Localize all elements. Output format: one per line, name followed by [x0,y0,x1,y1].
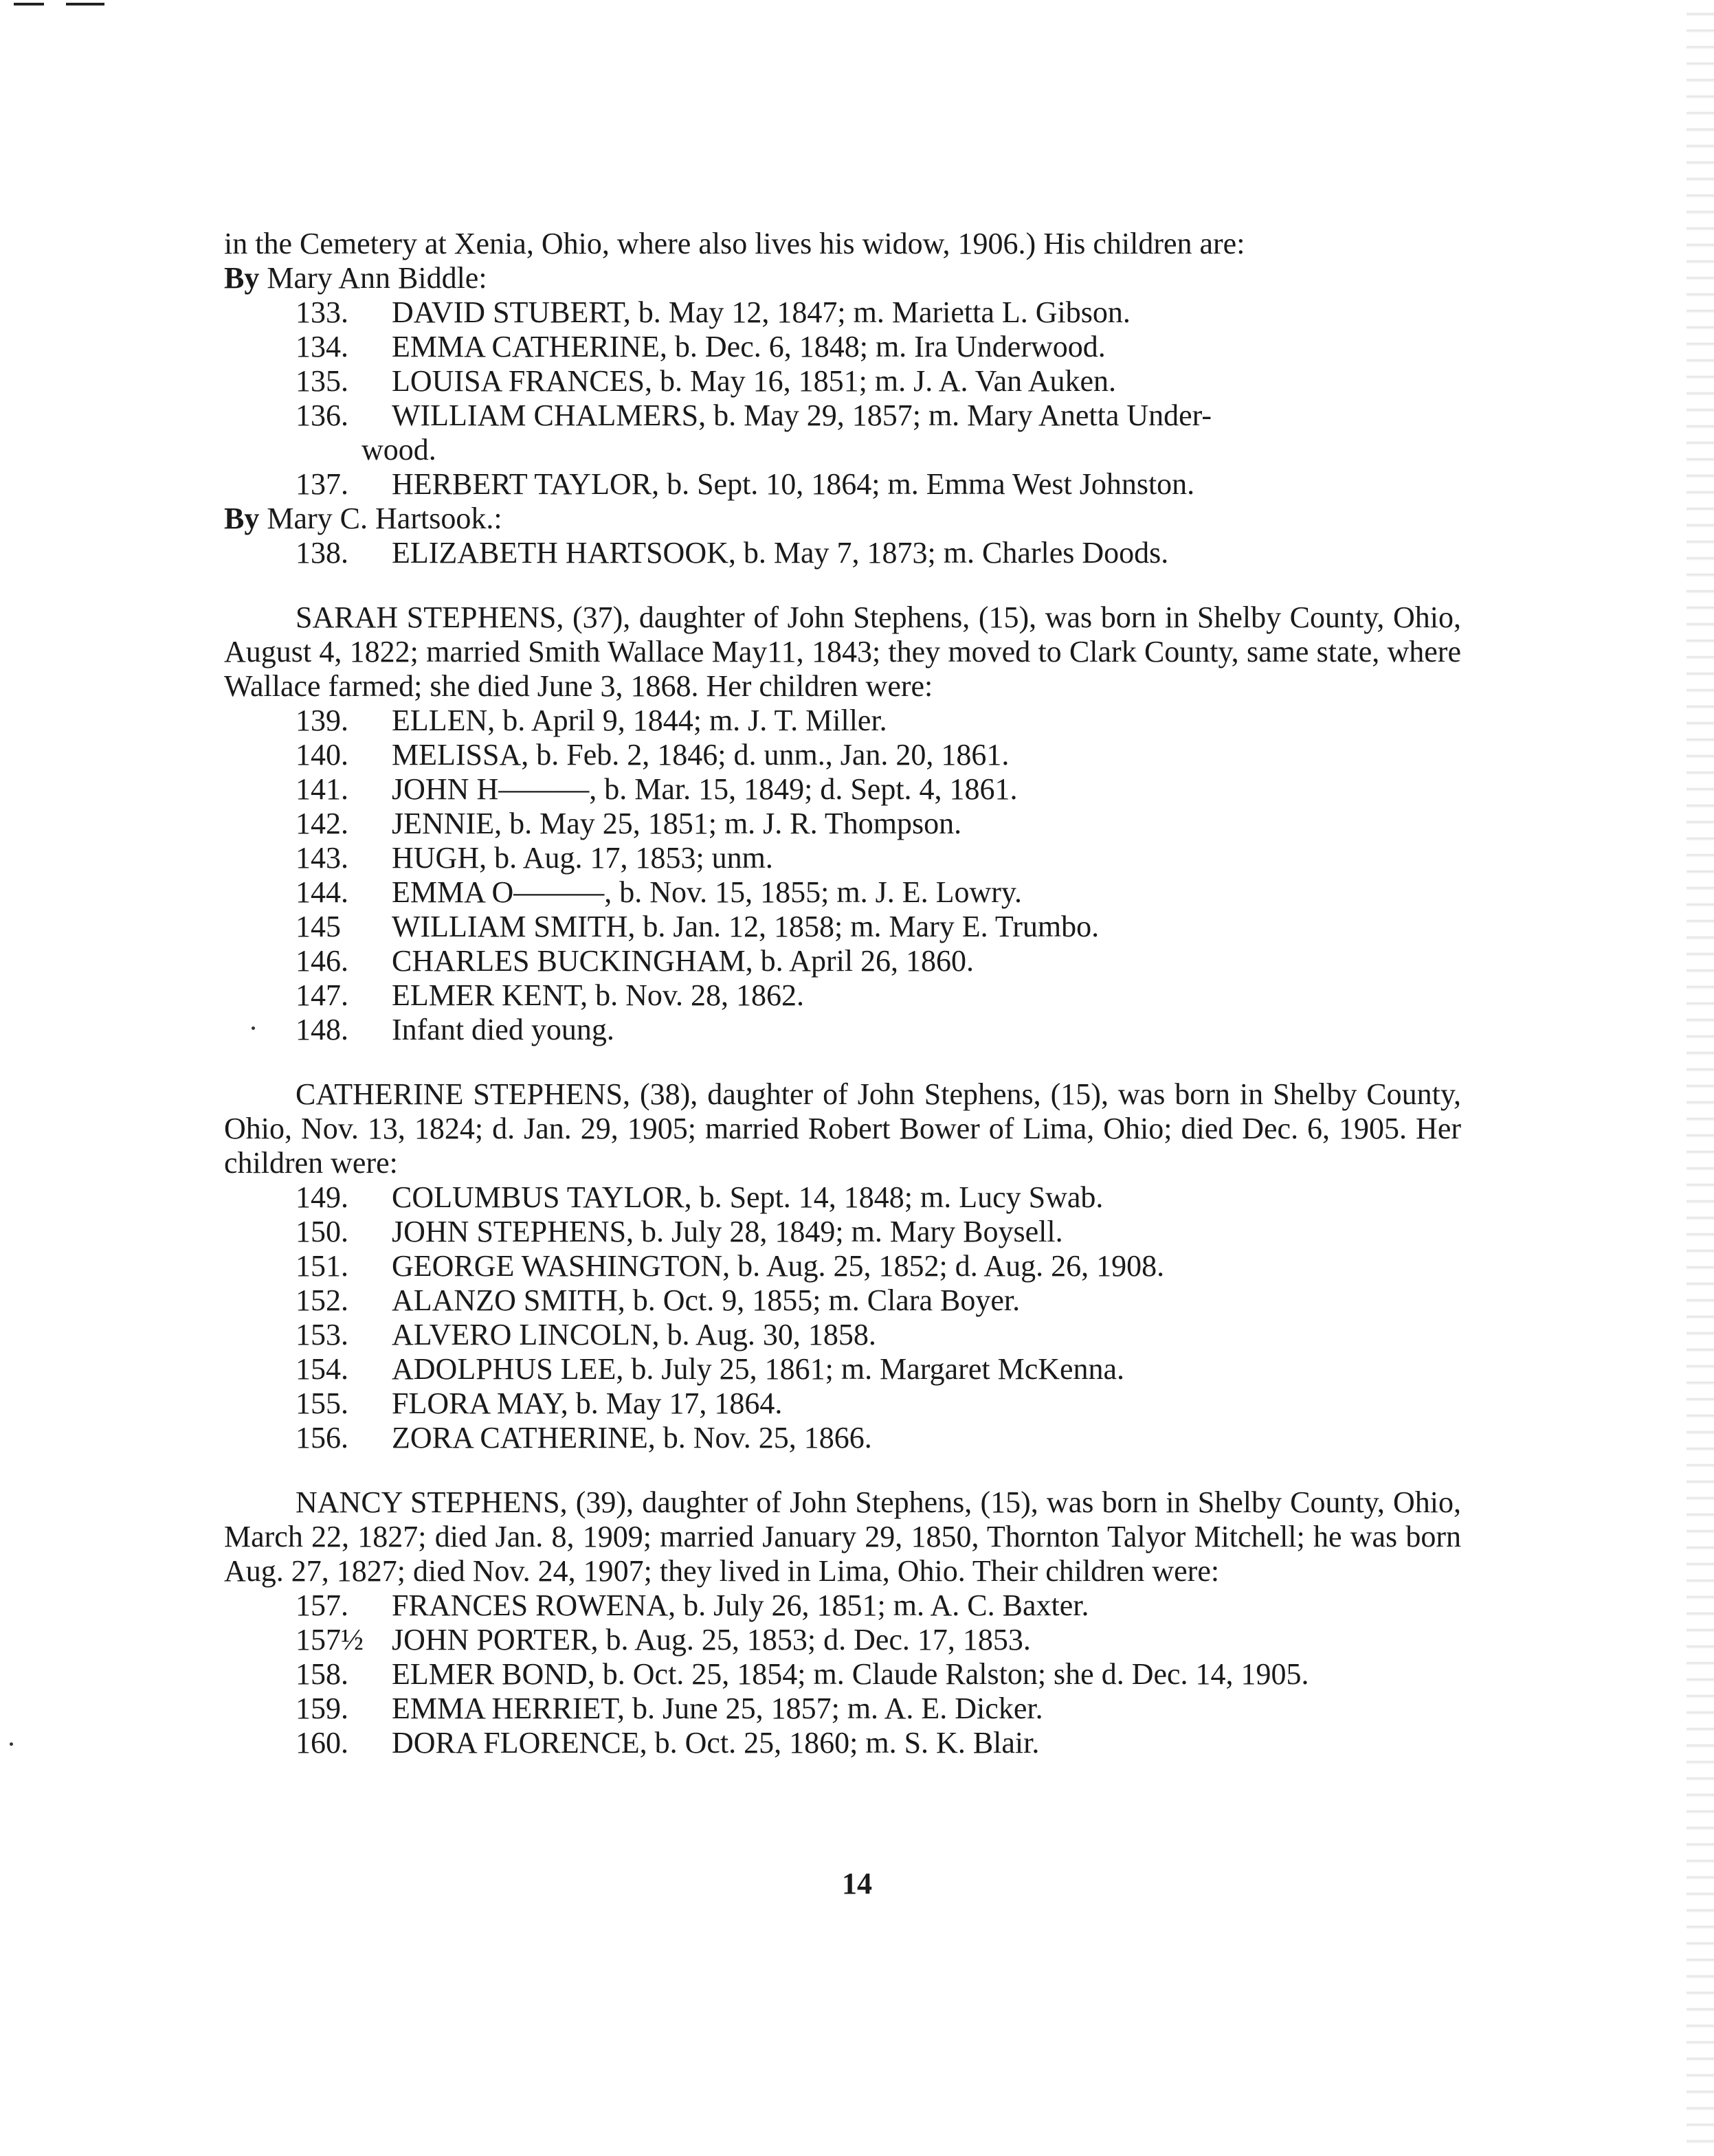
by-label: By [224,502,260,535]
section-paragraph: NANCY STEPHENS, (39), daughter of John Stephens, (15), was born in Shelby County, Ohio, March 22, 1827; died Jan. 8, 1909; married January 29, 1850, Thornton Talyor Mitchell; he was born Aug. 27, 1827; died Nov. 24, 1907; they lived in Lima, Ohio. Their children were: [224,1485,1461,1588]
by-name: Mary C. Hartsook.: [267,502,502,535]
opening-paragraph: in the Cemetery at Xenia, Ohio, where also lives his widow, 1906.) His children are: [224,227,1245,260]
section-nancy-stephens [224,1485,1461,1760]
entry-text: FLORA MAY, b. May 17, 1864. [392,1386,783,1420]
child-entry [224,1283,1461,1318]
entry-text: ELMER KENT, b. Nov. 28, 1862. [392,978,805,1012]
by-name: Mary Ann Biddle: [267,261,487,295]
entry-text: EMMA CATHERINE, b. Dec. 6, 1848; m. Ira Underwood. [392,330,1106,363]
entry-number: 138. [296,536,348,570]
children-group-hartsook [224,502,1461,570]
entry-number: 149. [296,1180,348,1214]
group-heading [224,502,1461,536]
entry-text: JOHN STEPHENS, b. July 28, 1849; m. Mary Boysell. [392,1215,1063,1248]
entry-number: 148. [296,1013,348,1046]
entry-text: HUGH, b. Aug. 17, 1853; unm. [392,841,773,875]
entry-text: ZORA CATHERINE, b. Nov. 25, 1866. [392,1421,872,1455]
entry-number: 157. [296,1588,348,1622]
child-entry [224,738,1461,772]
child-entry [224,1180,1461,1215]
entry-text: WILLIAM SMITH, b. Jan. 12, 1858; m. Mary E. Trumbo. [392,910,1100,943]
child-entry [224,1657,1461,1692]
child-entry [224,807,1461,841]
child-entry [224,364,1461,398]
entry-text: EMMA HERRIET, b. June 25, 1857; m. A. E. Dicker. [392,1692,1043,1725]
section-gap [224,570,1461,600]
child-entry [224,875,1461,910]
entry-number: 133. [296,295,348,329]
entry-number: 134. [296,330,348,363]
entry-number: 151. [296,1249,348,1283]
section-sarah-stephens [224,600,1461,1047]
entry-text: WILLIAM CHALMERS, b. May 29, 1857; m. Mary Anetta Under- [392,398,1212,432]
entry-text: MELISSA, b. Feb. 2, 1846; d. unm., Jan. 20, 1861. [392,738,1010,772]
child-entry [224,978,1461,1013]
child-entry [224,910,1461,944]
child-entry [224,1215,1461,1249]
child-entry [224,1726,1461,1760]
entry-text: JOHN PORTER, b. Aug. 25, 1853; d. Dec. 17, 1853. [392,1623,1031,1657]
entry-text: FRANCES ROWENA, b. July 26, 1851; m. A. C. Baxter. [392,1588,1089,1622]
entry-text: ELMER BOND, b. Oct. 25, 1854; m. Claude Ralston; she d. Dec. 14, 1905. [392,1657,1309,1691]
child-entry [224,398,1461,433]
page-number: 14 [842,1867,872,1900]
section-gap [224,1047,1461,1077]
entry-number: 150. [296,1215,348,1248]
entry-number: 145 [296,910,341,943]
document-body [224,227,1461,1760]
entry-text: ELLEN, b. April 9, 1844; m. J. T. Miller. [392,704,887,737]
entry-number: 158. [296,1657,348,1691]
entry-number: 159. [296,1692,348,1725]
entry-number: 155. [296,1386,348,1420]
section-catherine-stephens [224,1077,1461,1455]
section-paragraph: SARAH STEPHENS, (37), daughter of John Stephens, (15), was born in Shelby County, Ohio, August 4, 1822; married Smith Wallace May11, 1843; they moved to Clark County, same state, where Wallace farmed; she died June 3, 1868. Her children were: [224,600,1461,703]
child-entry [224,1588,1461,1623]
entry-number: 144. [296,875,348,909]
entry-number: 135. [296,364,348,398]
entry-number: 153. [296,1318,348,1351]
child-entry [224,1318,1461,1352]
child-entry [224,944,1461,978]
entry-text: JENNIE, b. May 25, 1851; m. J. R. Thompson. [392,807,962,840]
entry-number: 146. [296,944,348,978]
child-entry [224,330,1461,364]
group-heading [224,261,1461,295]
entry-text: ADOLPHUS LEE, b. July 25, 1861; m. Margaret McKenna. [392,1352,1125,1386]
entry-text: DAVID STUBERT, b. May 12, 1847; m. Marietta L. Gibson. [392,295,1131,329]
child-entry [224,1692,1461,1726]
child-entry [224,467,1461,502]
entry-number: 142. [296,807,348,840]
child-entry [224,1352,1461,1386]
child-entry [224,1013,1461,1047]
child-entry [224,1623,1461,1657]
children-group-biddle [224,261,1461,502]
entry-number: 157½ [296,1623,364,1657]
entry-number: 154. [296,1352,348,1386]
entry-text: ELIZABETH HARTSOOK, b. May 7, 1873; m. Charles Doods. [392,536,1169,570]
entry-number: 141. [296,772,348,806]
entry-number: 143. [296,841,348,875]
entry-number: 136. [296,398,348,432]
child-entry [224,1249,1461,1283]
entry-continuation: wood. [361,433,436,467]
entry-number: 147. [296,978,348,1012]
entry-text: GEORGE WASHINGTON, b. Aug. 25, 1852; d. Aug. 26, 1908. [392,1249,1165,1283]
entry-text: COLUMBUS TAYLOR, b. Sept. 14, 1848; m. Lucy Swab. [392,1180,1104,1214]
entry-number: 156. [296,1421,348,1455]
entry-number: 140. [296,738,348,772]
child-entry [224,1421,1461,1455]
entry-text: DORA FLORENCE, b. Oct. 25, 1860; m. S. K. Blair. [392,1726,1040,1760]
entry-text: JOHN H———, b. Mar. 15, 1849; d. Sept. 4, 1861. [392,772,1018,806]
child-entry [224,295,1461,330]
entry-text: Infant died young. [392,1013,614,1046]
entry-text: CHARLES BUCKINGHAM, b. April 26, 1860. [392,944,975,978]
child-entry [224,704,1461,738]
entry-text: HERBERT TAYLOR, b. Sept. 10, 1864; m. Emma West Johnston. [392,467,1195,501]
scan-mark [66,3,104,5]
entry-number: 152. [296,1283,348,1317]
entry-number: 139. [296,704,348,737]
entry-text: EMMA O———, b. Nov. 15, 1855; m. J. E. Lowry. [392,875,1023,909]
child-entry [224,841,1461,875]
child-entry [224,772,1461,807]
entry-text: ALANZO SMITH, b. Oct. 9, 1855; m. Clara Boyer. [392,1283,1021,1317]
entry-text: LOUISA FRANCES, b. May 16, 1851; m. J. A. Van Auken. [392,364,1117,398]
section-paragraph: CATHERINE STEPHENS, (38), daughter of John Stephens, (15), was born in Shelby County, Ohio, Nov. 13, 1824; d. Jan. 29, 1905; married Robert Bower of Lima, Ohio; died Dec. 6, 1905. Her children were: [224,1077,1461,1180]
child-entry [224,1386,1461,1421]
entry-text: ALVERO LINCOLN, b. Aug. 30, 1858. [392,1318,876,1351]
section-gap [224,1455,1461,1485]
scan-mark [14,3,44,5]
scan-edge-shadow [1687,0,1714,2156]
entry-number: 137. [296,467,348,501]
scan-speck [10,1742,13,1746]
entry-number: 160. [296,1726,348,1760]
child-entry [224,536,1461,570]
by-label: By [224,261,260,295]
